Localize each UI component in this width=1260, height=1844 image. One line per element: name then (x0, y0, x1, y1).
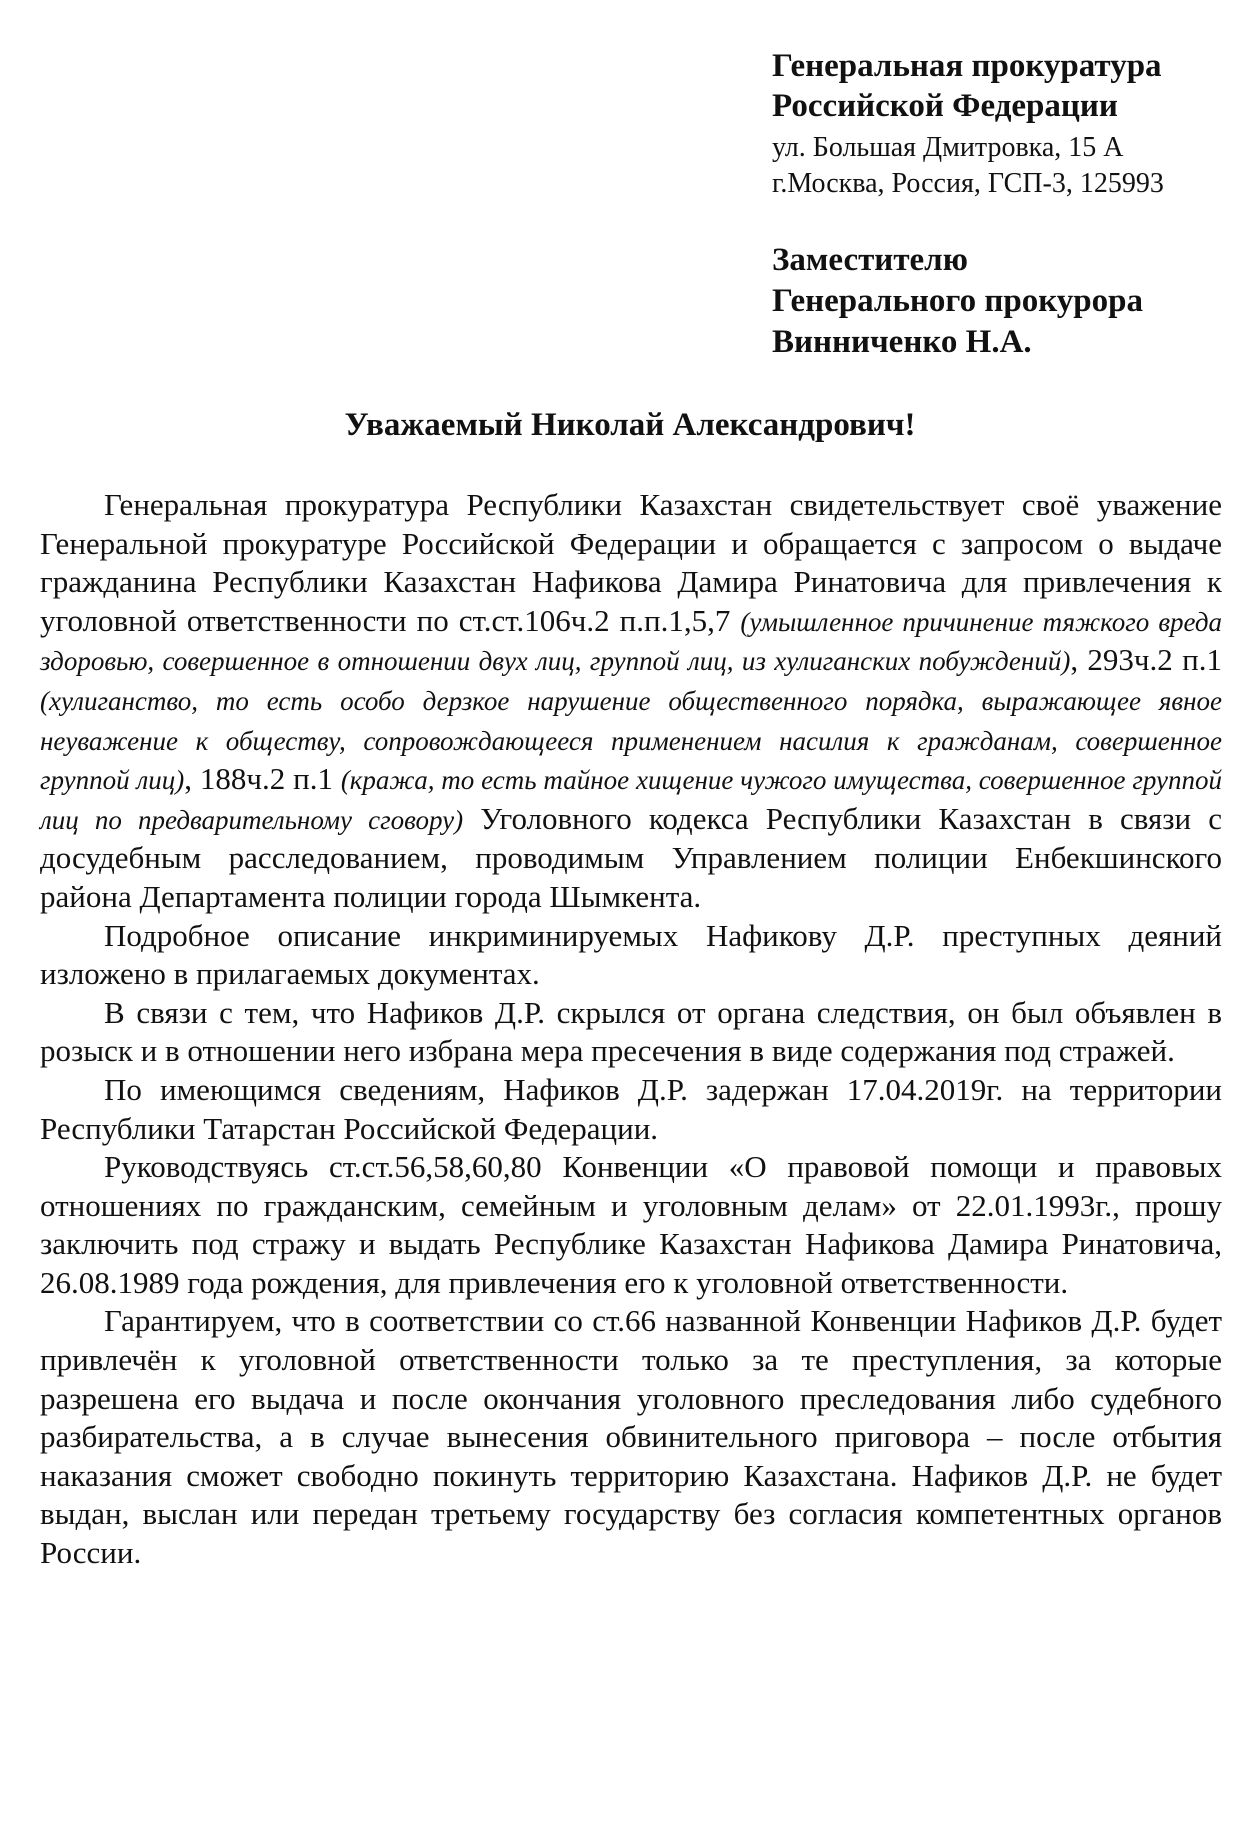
paragraph-request (40, 486, 1222, 917)
request-text-part3: , 188ч.2 п.1 (184, 761, 341, 797)
paragraph-guarantees: Гарантируем, что в соответствии со ст.66 названной Конвенции Нафиков Д.Р. будет привлечён к уголовной ответственности только за те преступления, за которые разрешена его выдача и после окончания уголовного преследования либо судебного разбирательства, а в случае вынесения обвинительного приговора – после отбытия наказания сможет свободно покинуть территорию Казахстана. Нафиков Д.Р. не будет выдан, выслан или передан третьему государству без согласия компетентных органов России. (40, 1303, 1222, 1571)
paragraph-convention-request: Руководствуясь ст.ст.56,58,60,80 Конвенции «О правовой помощи и правовых отношениях по гражданским, семейным и уголовным делам» от 22.01.1993г., прошу заключить под стражу и выдать Республике Казахстан Нафикова Дамира Ринатовича, 26.08.1989 года рождения, для привлечения его к уголовной ответственности. (40, 1149, 1222, 1300)
charge-note-3: (кража, то есть тайное хищение чужого имущества, совершенное группой лиц по предварительному сговору) (40, 765, 1222, 835)
salutation: Уважаемый Николай Александрович! (344, 407, 916, 443)
addressee-street: ул. Большая Дмитровка, 15 А (772, 132, 1124, 163)
recipient-line2: Генерального прокурора (772, 283, 1143, 319)
recipient-block (772, 240, 1242, 363)
recipient-line3: Винниченко Н.А. (772, 324, 1032, 360)
addressee-city: г.Москва, Россия, ГСП-3, 125993 (772, 168, 1164, 199)
addressee-org-line1: Генеральная прокуратура (772, 48, 1162, 84)
recipient-line1: Заместителю (772, 242, 968, 278)
charge-note-2: (хулиганство, то есть особо дерзкое нарушение общественного порядка, выражающее явное неуважение к обществу, сопровождающееся применением насилия к гражданам, совершенное группой лиц) (40, 685, 1222, 796)
addressee-org-line2: Российской Федерации (772, 88, 1118, 124)
request-text-part1: Генеральная прокуратура Республики Казахстан свидетельствует своё уважение Генеральной прокуратуре Российской Федерации и обращается с запросом о выдаче гражданина Республики Казахстан Нафикова Дамира Ринатовича для привлечения к уголовной ответственности по ст.ст.106ч.2 п.п.1,5,7 (40, 487, 1222, 638)
request-text-part2: , 293ч.2 п.1 (1070, 642, 1222, 678)
paragraph-detention: По имеющимся сведениям, Нафиков Д.Р. задержан 17.04.2019г. на территории Республики Татарстан Российской Федерации. (40, 1071, 1222, 1146)
charge-note-1: (умышленное причинение тяжкого вреда здоровью, совершенное в отношении двух лиц, группой лиц, из хулиганских побуждений) (40, 606, 1223, 677)
addressee-block (772, 46, 1242, 202)
paragraph-wanted: В связи с тем, что Нафиков Д.Р. скрылся от органа следствия, он был объявлен в розыск и в отношении него избрана мера пресечения в виде содержания под стражей. (40, 994, 1222, 1069)
letter-body (40, 486, 1222, 1573)
request-text-part4: Уголовного кодекса Республики Казахстан в связи с досудебным расследованием, проводимым Управлением полиции Енбекшинского района Департамента полиции города Шымкента. (40, 800, 1222, 914)
paragraph-description: Подробное описание инкриминируемых Нафикову Д.Р. преступных деяний изложено в прилагаемых документах. (40, 917, 1222, 992)
